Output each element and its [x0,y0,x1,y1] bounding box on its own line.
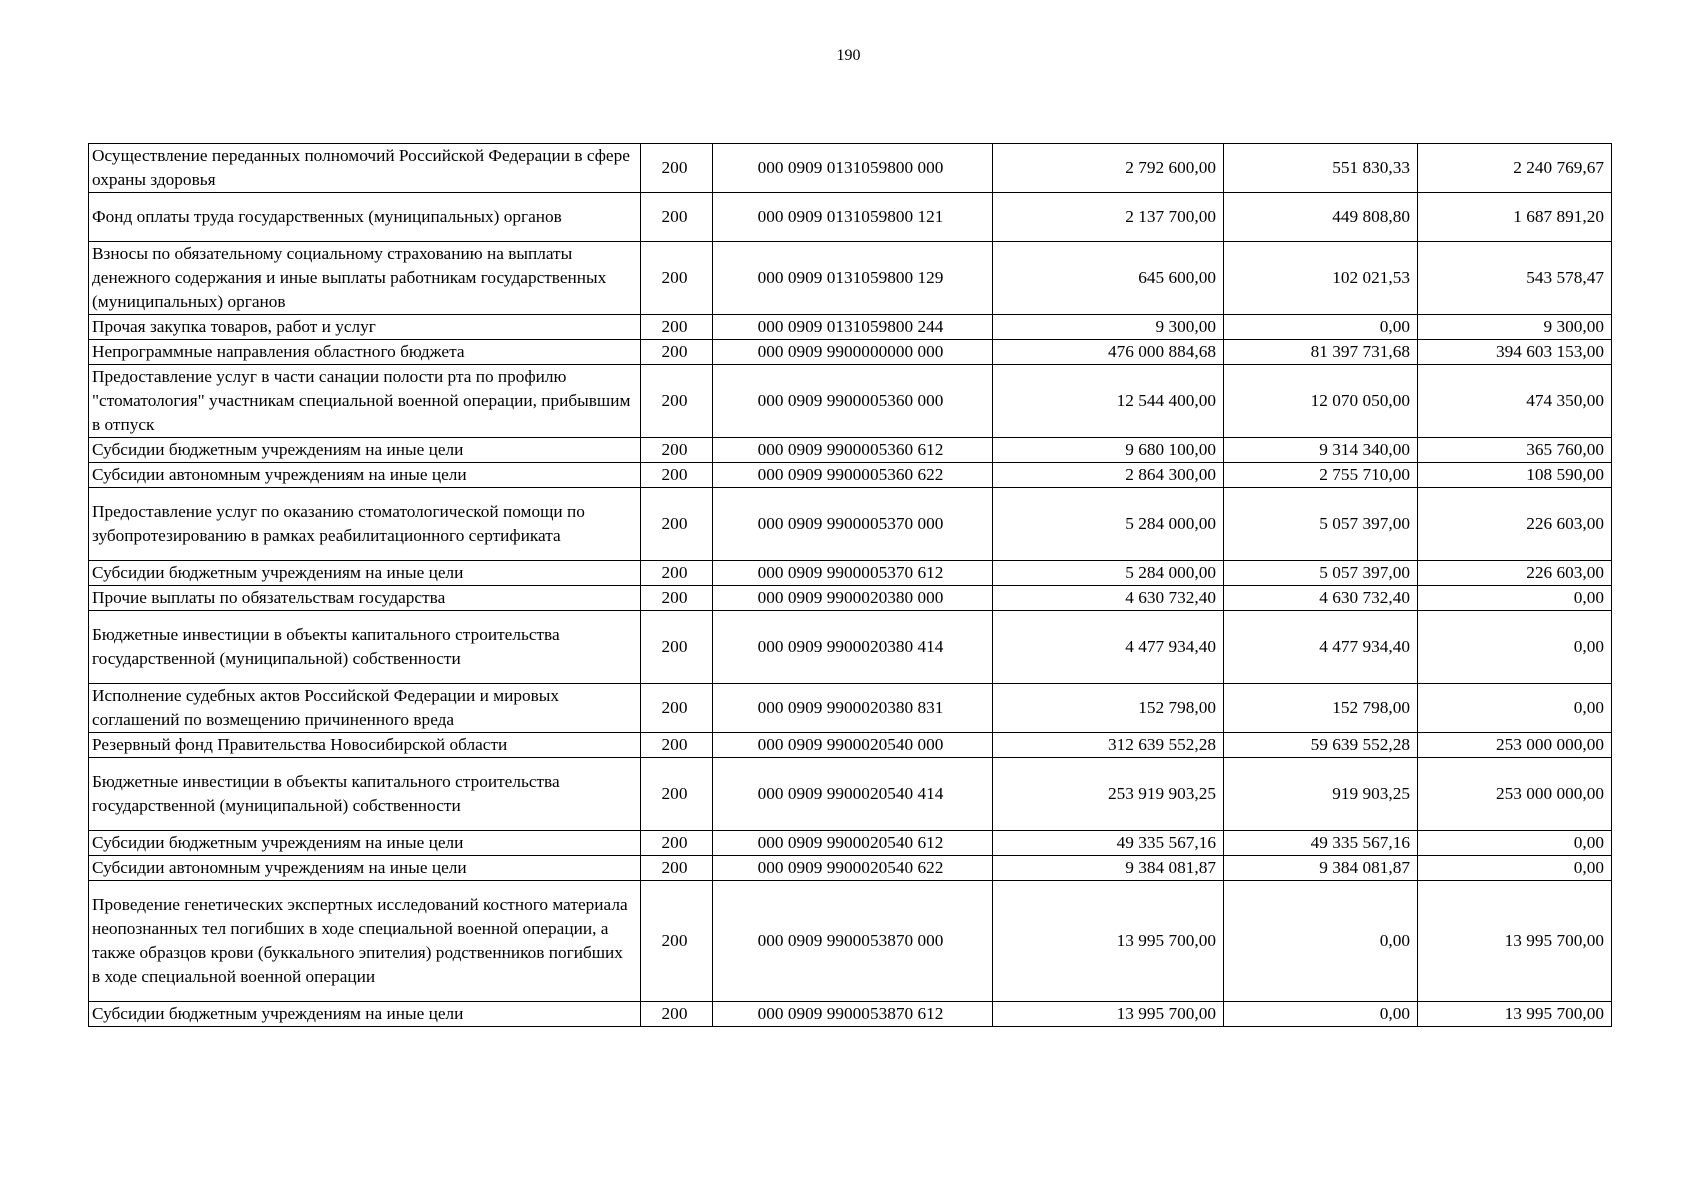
row-classification-cell: 000 0909 9900005360 000 [713,365,993,438]
row-code-cell: 200 [641,684,713,733]
row-executed-cell: 4 630 732,40 [1224,586,1418,611]
row-unexecuted-cell: 2 240 769,67 [1418,144,1612,193]
row-unexecuted-cell: 0,00 [1418,831,1612,856]
row-unexecuted-cell: 253 000 000,00 [1418,758,1612,831]
row-code-cell: 200 [641,340,713,365]
row-classification-cell: 000 0909 0131059800 121 [713,193,993,242]
row-executed-cell: 81 397 731,68 [1224,340,1418,365]
row-code-cell: 200 [641,242,713,315]
row-classification-cell: 000 0909 9900020540 414 [713,758,993,831]
row-approved-cell: 312 639 552,28 [993,733,1224,758]
row-executed-cell: 2 755 710,00 [1224,463,1418,488]
row-unexecuted-cell: 474 350,00 [1418,365,1612,438]
row-approved-cell: 13 995 700,00 [993,1002,1224,1027]
table-row [89,242,1612,315]
row-executed-cell: 59 639 552,28 [1224,733,1418,758]
row-unexecuted-cell: 13 995 700,00 [1418,1002,1612,1027]
row-executed-cell: 449 808,80 [1224,193,1418,242]
row-approved-cell: 9 680 100,00 [993,438,1224,463]
table-row [89,586,1612,611]
row-code-cell: 200 [641,561,713,586]
row-code-cell: 200 [641,611,713,684]
table-row [89,733,1612,758]
row-name-cell: Исполнение судебных актов Российской Федерации и мировых соглашений по возмещению причиненного вреда [89,684,641,733]
row-code-cell: 200 [641,1002,713,1027]
row-approved-cell: 5 284 000,00 [993,561,1224,586]
row-executed-cell: 551 830,33 [1224,144,1418,193]
page-number: 190 [836,47,861,64]
row-name-cell: Бюджетные инвестиции в объекты капитального строительства государственной (муниципальной) собственности [89,758,641,831]
row-code-cell: 200 [641,856,713,881]
row-approved-cell: 4 477 934,40 [993,611,1224,684]
row-name-cell: Взносы по обязательному социальному страхованию на выплаты денежного содержания и иные выплаты работникам государственных (муниципальных) органов [89,242,641,315]
row-code-cell: 200 [641,831,713,856]
table-row [89,144,1612,193]
row-approved-cell: 2 137 700,00 [993,193,1224,242]
row-unexecuted-cell: 108 590,00 [1418,463,1612,488]
row-code-cell: 200 [641,365,713,438]
row-code-cell: 200 [641,488,713,561]
row-approved-cell: 476 000 884,68 [993,340,1224,365]
row-classification-cell: 000 0909 9900020380 000 [713,586,993,611]
table-row [89,881,1612,1002]
row-classification-cell: 000 0909 9900000000 000 [713,340,993,365]
row-name-cell: Субсидии бюджетным учреждениям на иные цели [89,1002,641,1027]
row-code-cell: 200 [641,315,713,340]
row-classification-cell: 000 0909 9900005360 612 [713,438,993,463]
row-name-cell: Осуществление переданных полномочий Российской Федерации в сфере охраны здоровья [89,144,641,193]
row-name-cell: Прочая закупка товаров, работ и услуг [89,315,641,340]
table-row [89,438,1612,463]
row-approved-cell: 9 300,00 [993,315,1224,340]
row-approved-cell: 253 919 903,25 [993,758,1224,831]
row-unexecuted-cell: 9 300,00 [1418,315,1612,340]
row-classification-cell: 000 0909 9900020540 622 [713,856,993,881]
row-name-cell: Субсидии бюджетным учреждениям на иные цели [89,831,641,856]
row-approved-cell: 9 384 081,87 [993,856,1224,881]
table-row [89,365,1612,438]
row-approved-cell: 2 864 300,00 [993,463,1224,488]
row-approved-cell: 13 995 700,00 [993,881,1224,1002]
row-classification-cell: 000 0909 9900005360 622 [713,463,993,488]
row-executed-cell: 102 021,53 [1224,242,1418,315]
row-classification-cell: 000 0909 9900020380 831 [713,684,993,733]
row-approved-cell: 645 600,00 [993,242,1224,315]
row-executed-cell: 4 477 934,40 [1224,611,1418,684]
table-row [89,193,1612,242]
table-body [89,144,1612,1027]
row-name-cell: Фонд оплаты труда государственных (муниципальных) органов [89,193,641,242]
table-row [89,561,1612,586]
row-executed-cell: 0,00 [1224,881,1418,1002]
row-unexecuted-cell: 394 603 153,00 [1418,340,1612,365]
row-code-cell: 200 [641,733,713,758]
row-approved-cell: 2 792 600,00 [993,144,1224,193]
row-name-cell: Проведение генетических экспертных исследований костного материала неопознанных тел погибших в ходе специальной военной операции, а также образцов крови (буккального эпителия) родственников погибших в ходе специальной военной операции [89,881,641,1002]
row-classification-cell: 000 0909 0131059800 244 [713,315,993,340]
row-name-cell: Субсидии автономным учреждениям на иные цели [89,463,641,488]
row-classification-cell: 000 0909 0131059800 000 [713,144,993,193]
row-classification-cell: 000 0909 9900020540 612 [713,831,993,856]
table-row [89,340,1612,365]
row-code-cell: 200 [641,144,713,193]
row-unexecuted-cell: 253 000 000,00 [1418,733,1612,758]
row-unexecuted-cell: 0,00 [1418,684,1612,733]
row-name-cell: Предоставление услуг в части санации полости рта по профилю "стоматология" участникам специальной военной операции, прибывшим в отпуск [89,365,641,438]
table-row [89,758,1612,831]
row-unexecuted-cell: 0,00 [1418,586,1612,611]
row-unexecuted-cell: 0,00 [1418,611,1612,684]
row-code-cell: 200 [641,463,713,488]
row-executed-cell: 9 384 081,87 [1224,856,1418,881]
row-name-cell: Прочие выплаты по обязательствам государства [89,586,641,611]
row-name-cell: Непрограммные направления областного бюджета [89,340,641,365]
row-classification-cell: 000 0909 9900020380 414 [713,611,993,684]
row-classification-cell: 000 0909 9900053870 000 [713,881,993,1002]
row-classification-cell: 000 0909 9900053870 612 [713,1002,993,1027]
row-executed-cell: 919 903,25 [1224,758,1418,831]
row-unexecuted-cell: 543 578,47 [1418,242,1612,315]
row-name-cell: Субсидии автономным учреждениям на иные цели [89,856,641,881]
row-executed-cell: 0,00 [1224,1002,1418,1027]
row-code-cell: 200 [641,758,713,831]
row-name-cell: Субсидии бюджетным учреждениям на иные цели [89,561,641,586]
row-code-cell: 200 [641,193,713,242]
row-unexecuted-cell: 0,00 [1418,856,1612,881]
row-name-cell: Субсидии бюджетным учреждениям на иные цели [89,438,641,463]
table-row [89,856,1612,881]
table-row [89,463,1612,488]
row-executed-cell: 152 798,00 [1224,684,1418,733]
row-name-cell: Резервный фонд Правительства Новосибирской области [89,733,641,758]
table-row [89,684,1612,733]
row-executed-cell: 0,00 [1224,315,1418,340]
row-name-cell: Бюджетные инвестиции в объекты капитального строительства государственной (муниципальной) собственности [89,611,641,684]
row-classification-cell: 000 0909 9900005370 612 [713,561,993,586]
table-row [89,831,1612,856]
row-code-cell: 200 [641,881,713,1002]
table-row [89,611,1612,684]
row-executed-cell: 49 335 567,16 [1224,831,1418,856]
row-unexecuted-cell: 365 760,00 [1418,438,1612,463]
row-classification-cell: 000 0909 0131059800 129 [713,242,993,315]
row-approved-cell: 152 798,00 [993,684,1224,733]
row-unexecuted-cell: 226 603,00 [1418,488,1612,561]
table-row [89,488,1612,561]
row-classification-cell: 000 0909 9900005370 000 [713,488,993,561]
row-approved-cell: 12 544 400,00 [993,365,1224,438]
table-row [89,1002,1612,1027]
row-executed-cell: 5 057 397,00 [1224,561,1418,586]
row-unexecuted-cell: 226 603,00 [1418,561,1612,586]
row-approved-cell: 4 630 732,40 [993,586,1224,611]
table-row [89,315,1612,340]
row-executed-cell: 9 314 340,00 [1224,438,1418,463]
row-executed-cell: 5 057 397,00 [1224,488,1418,561]
row-approved-cell: 5 284 000,00 [993,488,1224,561]
row-unexecuted-cell: 1 687 891,20 [1418,193,1612,242]
budget-execution-table [88,143,1612,1027]
row-classification-cell: 000 0909 9900020540 000 [713,733,993,758]
row-approved-cell: 49 335 567,16 [993,831,1224,856]
row-executed-cell: 12 070 050,00 [1224,365,1418,438]
row-unexecuted-cell: 13 995 700,00 [1418,881,1612,1002]
row-code-cell: 200 [641,586,713,611]
row-name-cell: Предоставление услуг по оказанию стоматологической помощи по зубопротезированию в рамках реабилитационного сертификата [89,488,641,561]
row-code-cell: 200 [641,438,713,463]
